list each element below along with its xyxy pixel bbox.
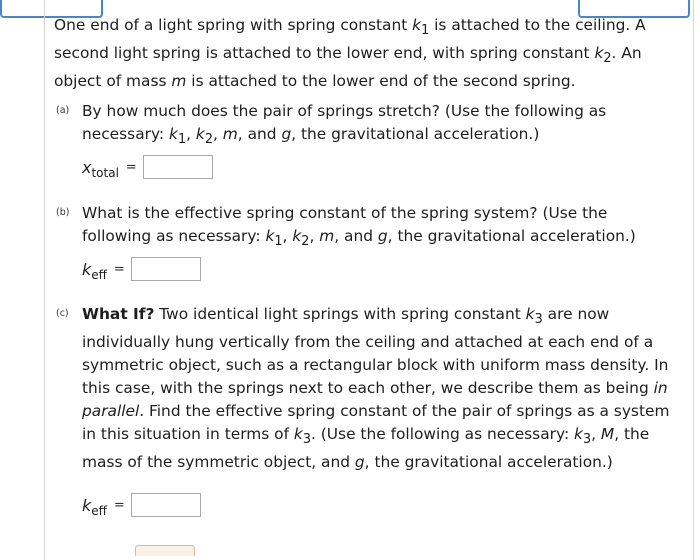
what-if-lead: What If? [82, 305, 155, 323]
part-c-variable: $k_{eff}$ [82, 495, 107, 518]
part-b-answer-row [82, 257, 201, 281]
part-b [56, 202, 676, 253]
part-c-answer-row [82, 493, 201, 517]
part-a-variable: $x_{total}$ [82, 157, 119, 180]
part-c [56, 303, 676, 474]
part-c-label: (c) [56, 308, 69, 319]
bottom-button-edge[interactable] [135, 545, 195, 556]
part-a-question: By how much does the pair of springs stretch? (Use the following as necessary: $k_1$, $k_2$, m, and g, the gravitational acceleration.) [82, 102, 607, 148]
part-b-question: What is the effective spring constant of the spring system? (Use the following as necessary: $k_1$, $k_2$, m, and g, the gravitational acceleration.) [82, 204, 636, 250]
part-a-answer-input[interactable] [143, 155, 213, 179]
part-c-question: What If? Two identical light springs with spring constant $k_3$ are now individually hung vertically from the ceiling and attached at each end of a symmetric object, such as a rectangular block with uniform mass density. In this case, with the springs next to each other, we describe them as being in parallel. Find the effective spring constant of the pair of springs as a system in this situation in terms of $k_3$. (Use the following as necessary: $k_3$, M, the mass of the symmetric object, and g, the gravitational acceleration.) [82, 305, 670, 472]
part-b-answer-input[interactable] [131, 257, 201, 281]
part-a-equals: = [125, 159, 137, 175]
part-a-label: (a) [56, 105, 70, 116]
part-c-equals: = [113, 497, 125, 513]
part-b-variable: $k_{eff}$ [82, 259, 107, 282]
part-b-equals: = [113, 261, 125, 277]
part-b-label: (b) [56, 207, 70, 218]
problem-intro: One end of a light spring with spring constant $k_1$ is attached to the ceiling. A second light spring is attached to the lower end, with spring constant $k_2$. An object of mass m is attached to the lower end of the second spring. [54, 16, 646, 91]
part-a [56, 100, 676, 151]
part-c-answer-input[interactable] [131, 493, 201, 517]
part-a-answer-row [82, 155, 213, 179]
